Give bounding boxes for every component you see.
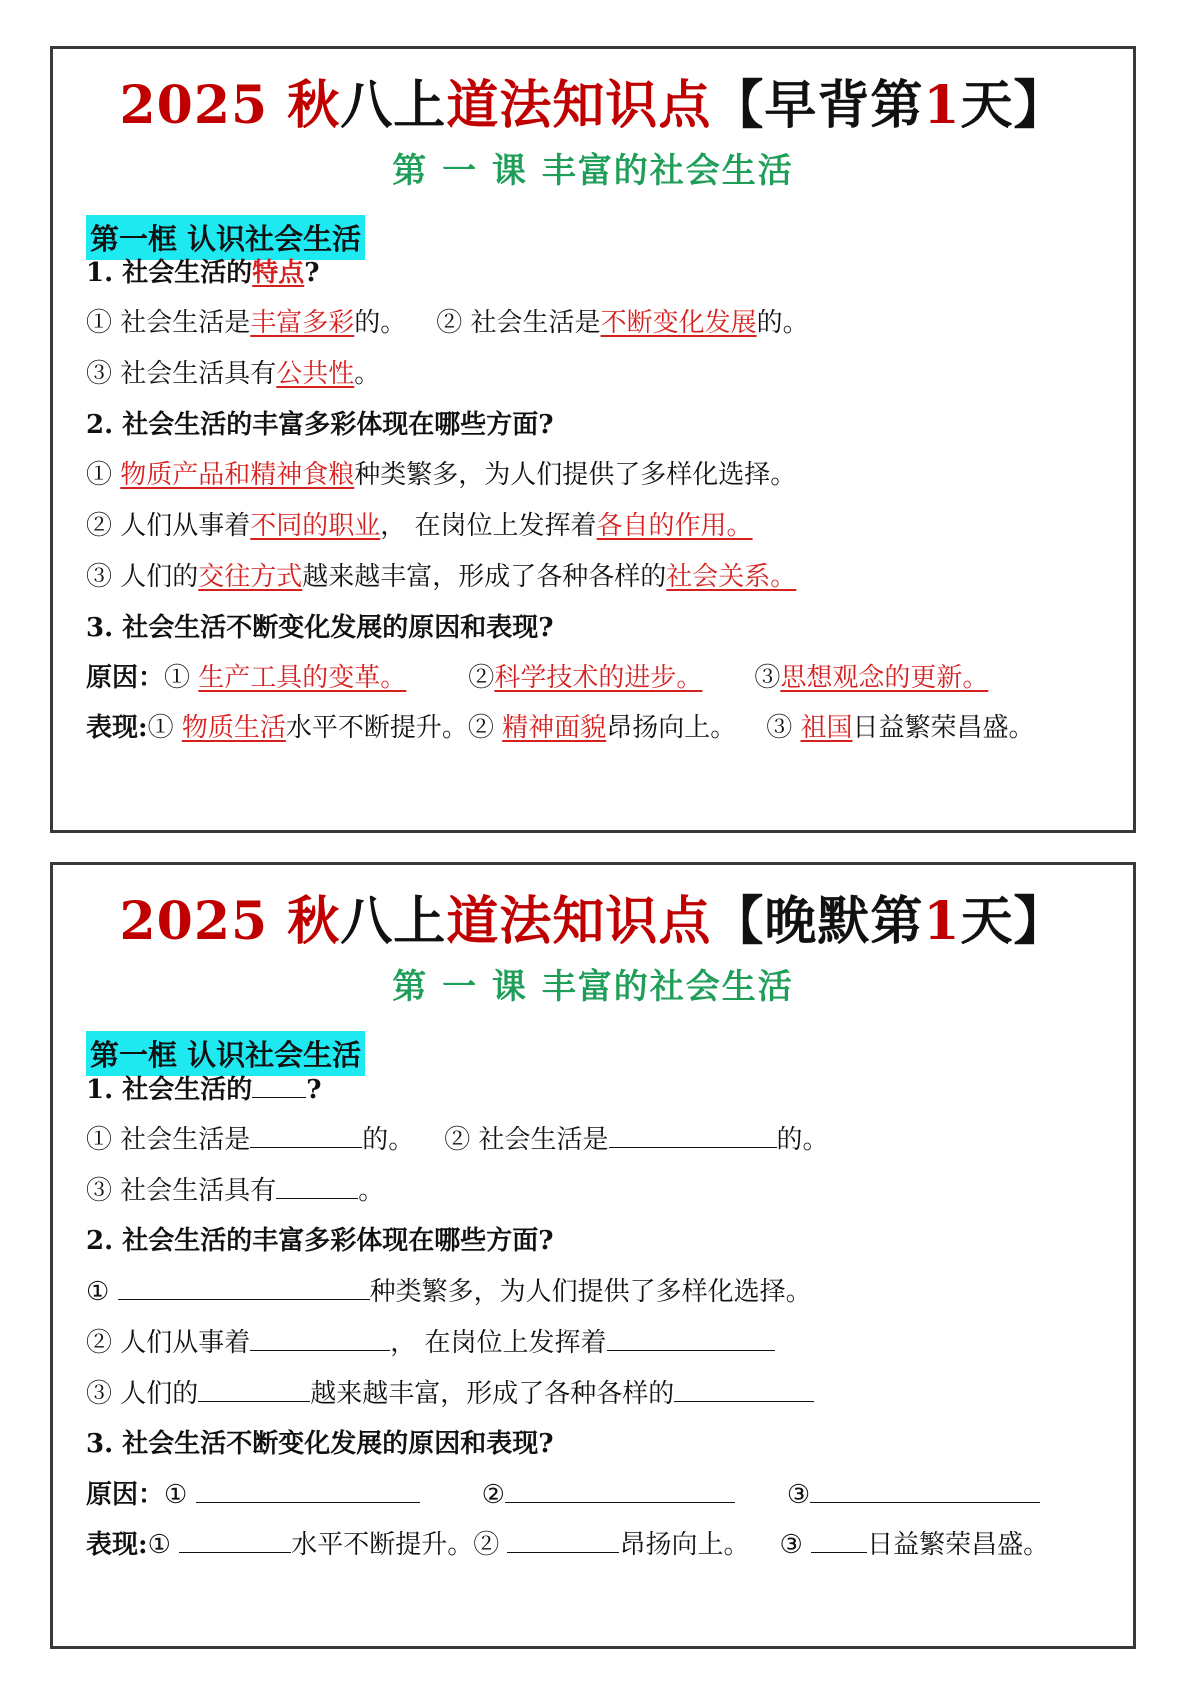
fill-blank[interactable]	[196, 1476, 420, 1503]
title-mode: 【早背第	[711, 75, 924, 136]
fill-blank[interactable]	[276, 1172, 358, 1199]
title-mode: 【晚默第	[711, 891, 924, 952]
answer: 各自的作用。	[596, 511, 753, 541]
answer: 科学技术的进步。	[494, 663, 703, 693]
morning-card	[50, 46, 1136, 833]
evening-card	[50, 862, 1136, 1649]
answer: 社会关系。	[666, 562, 797, 592]
q1-answer-row-2: ③ 社会生活具有 。	[86, 1172, 384, 1209]
performance-row: 表现:① 物质生活水平不断提升。② 精神面貌昂扬向上。 ③ 祖国日益繁荣昌盛。	[86, 713, 1035, 743]
fill-blank[interactable]	[674, 1375, 814, 1402]
fill-blank[interactable]	[609, 1121, 777, 1148]
reason-row: 原因：① ② ③	[86, 1476, 1040, 1513]
question-2: 2. 社会生活的丰富多彩体现在哪些方面?	[86, 1226, 554, 1256]
title-year: 2025 秋	[119, 891, 341, 952]
answer: 不断变化发展	[600, 308, 757, 338]
performance-row: 表现:① 水平不断提升。② 昂扬向上。 ③ 日益繁荣昌盛。	[86, 1526, 1049, 1563]
question-3: 3. 社会生活不断变化发展的原因和表现?	[86, 613, 554, 643]
fill-blank[interactable]	[252, 1071, 306, 1098]
answer: 物质生活	[181, 713, 286, 743]
title-year: 2025 秋	[119, 75, 341, 136]
title-day: 天】	[960, 891, 1067, 952]
fill-blank[interactable]	[179, 1526, 291, 1553]
frame-heading: 第一框 认识社会生活	[86, 1031, 365, 1076]
title-subject: 道法知识点	[446, 891, 712, 952]
q2-answer-1: ① 种类繁多，为人们提供了多样化选择。	[86, 1273, 812, 1310]
fill-blank[interactable]	[250, 1324, 390, 1351]
question-1: 1. 社会生活的特点?	[86, 258, 320, 288]
lesson-subtitle: 第 一 课 丰富的社会生活	[392, 151, 794, 191]
title-grade: 八上	[340, 891, 447, 952]
morning-title	[53, 63, 1133, 138]
title-day-num: 1	[923, 891, 961, 952]
q1-answer-row: ① 社会生活是丰富多彩的。 ② 社会生活是不断变化发展的。	[86, 308, 809, 338]
frame-heading: 第一框 认识社会生活	[86, 215, 365, 260]
fill-blank[interactable]	[198, 1375, 310, 1402]
fill-blank[interactable]	[810, 1476, 1040, 1503]
question-3: 3. 社会生活不断变化发展的原因和表现?	[86, 1429, 554, 1459]
title-day: 天】	[960, 75, 1067, 136]
q2-answer-2: ② 人们从事着 ， 在岗位上发挥着	[86, 1324, 775, 1361]
q2-answer-2: ② 人们从事着不同的职业， 在岗位上发挥着各自的作用。	[86, 511, 753, 541]
title-grade: 八上	[340, 75, 447, 136]
answer: 不同的职业	[250, 511, 381, 541]
fill-blank[interactable]	[507, 1526, 619, 1553]
q1-answer-row-2: ③ 社会生活具有公共性。	[86, 359, 381, 389]
q2-answer-3: ③ 人们的交往方式越来越丰富，形成了各种各样的社会关系。	[86, 562, 797, 592]
answer: 生产工具的变革。	[198, 663, 407, 693]
answer: 祖国	[800, 713, 853, 743]
q2-answer-1: ① 物质产品和精神食粮种类繁多，为人们提供了多样化选择。	[86, 460, 797, 490]
question-1: 1. 社会生活的 ?	[86, 1071, 321, 1108]
q2-answer-3: ③ 人们的 越来越丰富，形成了各种各样的	[86, 1375, 814, 1412]
answer: 物质产品和精神食粮	[120, 460, 355, 490]
fill-blank[interactable]	[505, 1476, 735, 1503]
answer: 丰富多彩	[250, 308, 355, 338]
title-subject: 道法知识点	[446, 75, 712, 136]
q1-answer-row: ① 社会生活是 的。 ② 社会生活是 的。	[86, 1121, 829, 1158]
fill-blank[interactable]	[607, 1324, 775, 1351]
answer: 精神面貌	[502, 713, 607, 743]
fill-blank[interactable]	[811, 1526, 867, 1553]
lesson-subtitle: 第 一 课 丰富的社会生活	[392, 967, 794, 1007]
answer: 特点	[252, 258, 305, 288]
fill-blank[interactable]	[118, 1273, 370, 1300]
answer: 交往方式	[198, 562, 303, 592]
answer: 思想观念的更新。	[780, 663, 989, 693]
title-day-num: 1	[923, 75, 961, 136]
answer: 公共性	[276, 359, 355, 389]
fill-blank[interactable]	[250, 1121, 362, 1148]
reason-row: 原因：① 生产工具的变革。 ②科学技术的进步。 ③思想观念的更新。	[86, 663, 989, 693]
evening-title	[53, 879, 1133, 954]
question-2: 2. 社会生活的丰富多彩体现在哪些方面?	[86, 410, 554, 440]
